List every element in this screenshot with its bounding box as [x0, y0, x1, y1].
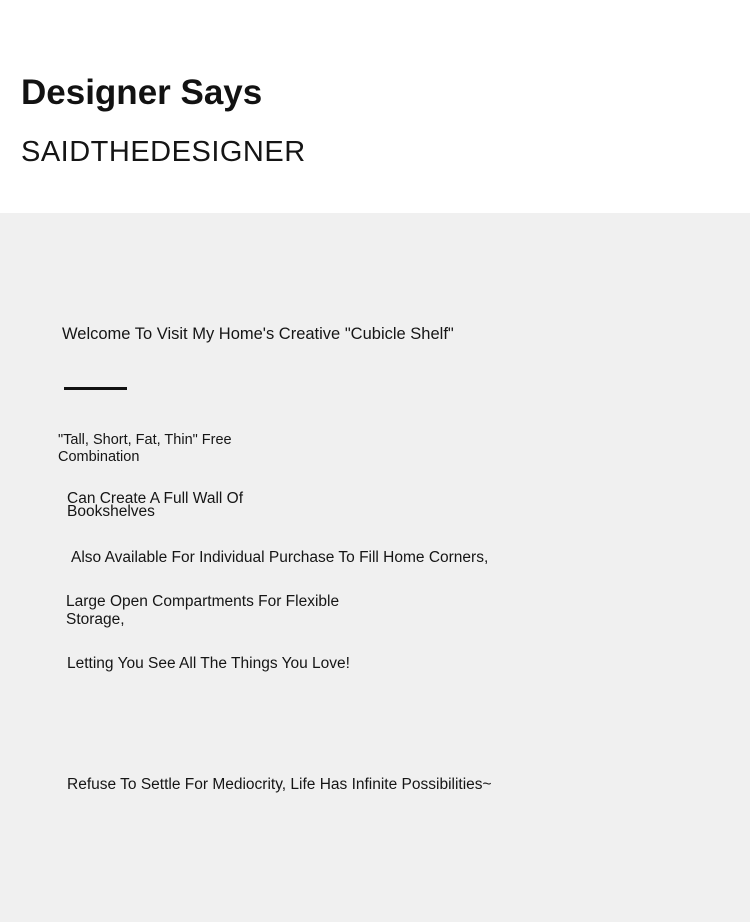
site-header — [0, 0, 750, 213]
possibilities-text: Refuse To Settle For Mediocrity, Life Has Infinite Possibilities~ — [67, 776, 492, 793]
full-wall-text: Can Create A Full Wall Of Bookshelves — [67, 490, 244, 520]
welcome-heading: Welcome To Visit My Home's Creative "Cubicle Shelf" — [62, 325, 454, 343]
site-title[interactable]: Designer Says — [21, 73, 263, 112]
site-subtitle: SAIDTHEDESIGNER — [21, 136, 306, 168]
individual-purchase-text: Also Available For Individual Purchase To Fill Home Corners, — [71, 549, 489, 566]
open-storage-text: Large Open Compartments For Flexible Storage, — [66, 593, 340, 628]
content-panel — [0, 213, 750, 922]
see-things-text: Letting You See All The Things You Love! — [67, 655, 350, 672]
combination-text: "Tall, Short, Fat, Thin" Free Combination — [58, 432, 232, 465]
heading-divider — [64, 387, 127, 390]
